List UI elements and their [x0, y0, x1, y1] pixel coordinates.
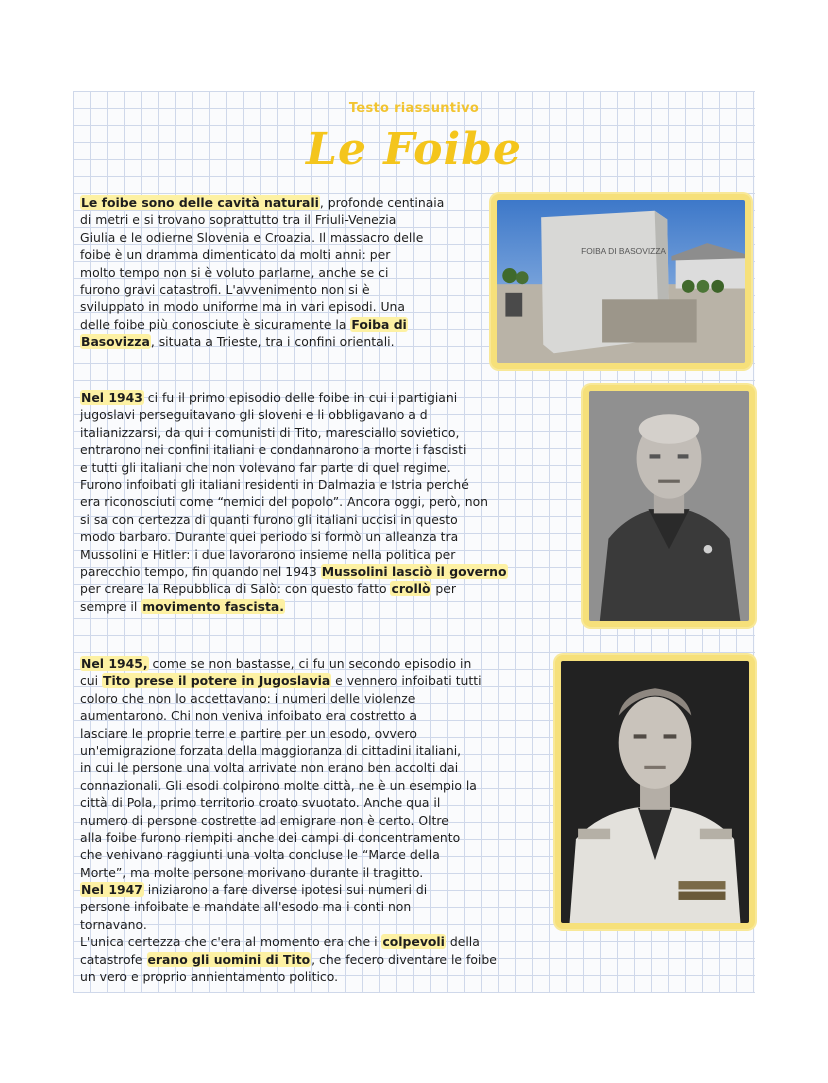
text-segment: un vero e proprio annientamento politico. — [80, 969, 339, 985]
highlighted-text: Nel 1947 — [81, 882, 143, 898]
text-segment: era riconosciuti come “nemici del popolo”. Ancora oggi, però, non — [80, 494, 489, 510]
highlighted-text: erano gli uomini di Tito — [147, 951, 311, 967]
text-segment: città di Pola, primo territorio croato svuotato. Anche qua il — [80, 795, 441, 811]
text-segment: L'unica certezza che c'era al momento era che i — [80, 934, 382, 950]
text-line — [80, 298, 444, 315]
text-line — [80, 333, 444, 350]
highlighted-text: Basovizza — [81, 334, 150, 350]
text-segment: si sa con certezza di quanti furono gli italiani uccisi in questo — [80, 511, 458, 527]
text-line — [80, 812, 497, 829]
text-segment: alla foibe furono riempiti anche dei campi di concentramento — [80, 829, 461, 845]
text-segment: Furono infoibati gli italiani residenti in Dalmazia e Istria perché — [80, 476, 469, 492]
text-segment: cui — [80, 673, 103, 689]
text-segment: catastrofe — [80, 951, 147, 967]
text-segment: e vennero infoibati tutti — [331, 673, 482, 689]
text-segment: ci fu il primo episodio delle foibe in cui i partigiani — [143, 390, 458, 405]
text-line — [80, 725, 497, 742]
text-line — [80, 881, 497, 898]
text-segment: , che fecero diventare le foibe — [311, 951, 497, 967]
text-line — [80, 846, 497, 863]
highlighted-text: Nel 1943 — [81, 390, 143, 405]
text-line — [80, 829, 497, 846]
text-segment: italianizzarsi, da qui i comunisti di Tito, maresciallo sovietico, — [80, 424, 460, 440]
text-segment: di metri e si trovano soprattutto tra il Friuli-Venezia — [80, 212, 397, 228]
text-segment: jugoslavi perseguitavano gli sloveni e li obbligavano a d — [80, 407, 428, 423]
text-segment: , situata a Trieste, tra i confini orientali. — [150, 334, 395, 350]
text-line — [80, 493, 508, 510]
text-segment: connazionali. Gli esodi colpirono molte città, ne è un esempio la — [80, 777, 477, 793]
highlighted-text: Foiba di — [351, 316, 407, 332]
page-title: Le Foibe — [306, 124, 522, 175]
text-segment: furono gravi catastrofi. L'avvenimento non si è — [80, 281, 370, 297]
text-segment: per creare la Repubblica di Salò: con questo fatto — [80, 581, 391, 597]
text-line — [80, 794, 497, 811]
text-segment: numero di persone costrette ad emigrare non è certo. Oltre — [80, 812, 449, 828]
text-segment: Giulia e le odierne Slovenia e Croazia. Il massacro delle — [80, 229, 424, 245]
text-segment: persone infoibate e mandate all'esodo ma i conti non — [80, 899, 412, 915]
text-segment: delle foibe più conosciute è sicuramente la — [80, 316, 351, 332]
text-line — [80, 563, 508, 580]
photo-frame-mussolini — [583, 385, 755, 627]
text-segment: un'emigrazione forzata della maggioranza di cittadini italiani, — [80, 742, 462, 758]
highlighted-text: Nel 1945, — [81, 656, 148, 671]
mussolini-portrait-photo — [589, 391, 749, 621]
text-segment: aumentarono. Chi non veniva infoibato era costretto a — [80, 708, 417, 724]
text-line — [80, 264, 444, 281]
text-segment: come se non bastasse, ci fu un secondo episodio in — [148, 656, 472, 671]
text-line — [80, 690, 497, 707]
text-line — [80, 951, 497, 968]
text-segment: per — [431, 581, 456, 597]
highlighted-text: Tito prese il potere in Jugoslavia — [103, 673, 331, 689]
basovizza-monument-photo — [497, 200, 745, 363]
highlighted-text: Le foibe sono delle cavità naturali — [81, 195, 319, 210]
text-segment: foibe è un dramma dimenticato da molti anni: per — [80, 247, 391, 263]
text-line — [80, 916, 497, 933]
text-segment: , profonde centinaia — [319, 195, 445, 210]
text-line — [80, 864, 497, 881]
text-line — [80, 316, 444, 333]
text-segment: coloro che non lo accettavano: i numeri delle violenze — [80, 690, 416, 706]
text-segment: che venivano raggiunti una volta concluse le “Marce della — [80, 847, 440, 863]
text-line — [80, 777, 497, 794]
text-line — [80, 655, 497, 672]
monument-inscription: FOIBA DI BASOVIZZA — [581, 245, 667, 257]
highlighted-text: movimento fascista. — [142, 598, 284, 614]
text-line — [80, 898, 497, 915]
text-segment: e tutti gli italiani che non volevano far parte di quel regime. — [80, 459, 451, 475]
text-line — [80, 598, 508, 615]
text-line — [80, 459, 508, 476]
text-line — [80, 528, 508, 545]
photo-frame-tito — [555, 655, 755, 929]
text-line — [80, 246, 444, 263]
text-line — [80, 759, 497, 776]
text-line — [80, 281, 444, 298]
text-line — [80, 194, 444, 211]
photo-frame-basovizza — [491, 194, 751, 369]
text-line — [80, 968, 497, 985]
text-segment: Morte”, ma molte persone morivano durante il tragitto. — [80, 864, 424, 880]
text-line — [80, 424, 508, 441]
paragraph-1945 — [80, 655, 497, 985]
text-segment: in cui le persone una volta arrivate non erano ben accolti dai — [80, 760, 459, 776]
text-segment: molto tempo non si è voluto parlarne, anche se ci — [80, 264, 389, 280]
text-line — [80, 580, 508, 597]
text-line — [80, 933, 497, 950]
highlighted-text: colpevoli — [382, 934, 445, 950]
text-line — [80, 229, 444, 246]
text-line — [80, 511, 508, 528]
text-segment: Mussolini e Hitler: i due lavorarono insieme nella politica per — [80, 546, 456, 562]
text-line — [80, 707, 497, 724]
text-line — [80, 672, 497, 689]
text-line — [80, 211, 444, 228]
subtitle: Testo riassuntivo — [348, 101, 480, 116]
text-segment: parecchio tempo, fin quando nel 1943 — [80, 563, 321, 579]
text-segment: sempre il — [80, 598, 142, 614]
text-segment: iniziarono a fare diverse ipotesi sui numeri di — [143, 882, 428, 898]
highlighted-text: Mussolini lasciò il governo — [321, 563, 507, 579]
text-segment: modo barbaro. Durante quei periodo si formò un alleanza tra — [80, 529, 459, 545]
tito-portrait-photo — [561, 661, 749, 923]
text-line — [80, 389, 508, 406]
text-segment: lasciare le proprie terre e partire per un esodo, ovvero — [80, 725, 417, 741]
paragraph-1943 — [80, 389, 508, 615]
text-segment: entrarono nei confini italiani e condannarono a morte i fascisti — [80, 442, 467, 458]
text-line — [80, 441, 508, 458]
text-segment: sviluppato in modo uniforme ma in vari episodi. Una — [80, 299, 405, 315]
text-line — [80, 546, 508, 563]
highlighted-text: crollò — [391, 581, 431, 597]
paragraph-intro — [80, 194, 444, 351]
text-line — [80, 406, 508, 423]
text-line — [80, 476, 508, 493]
text-segment: tornavano. — [80, 916, 147, 932]
text-line — [80, 742, 497, 759]
text-segment: della — [445, 934, 480, 950]
